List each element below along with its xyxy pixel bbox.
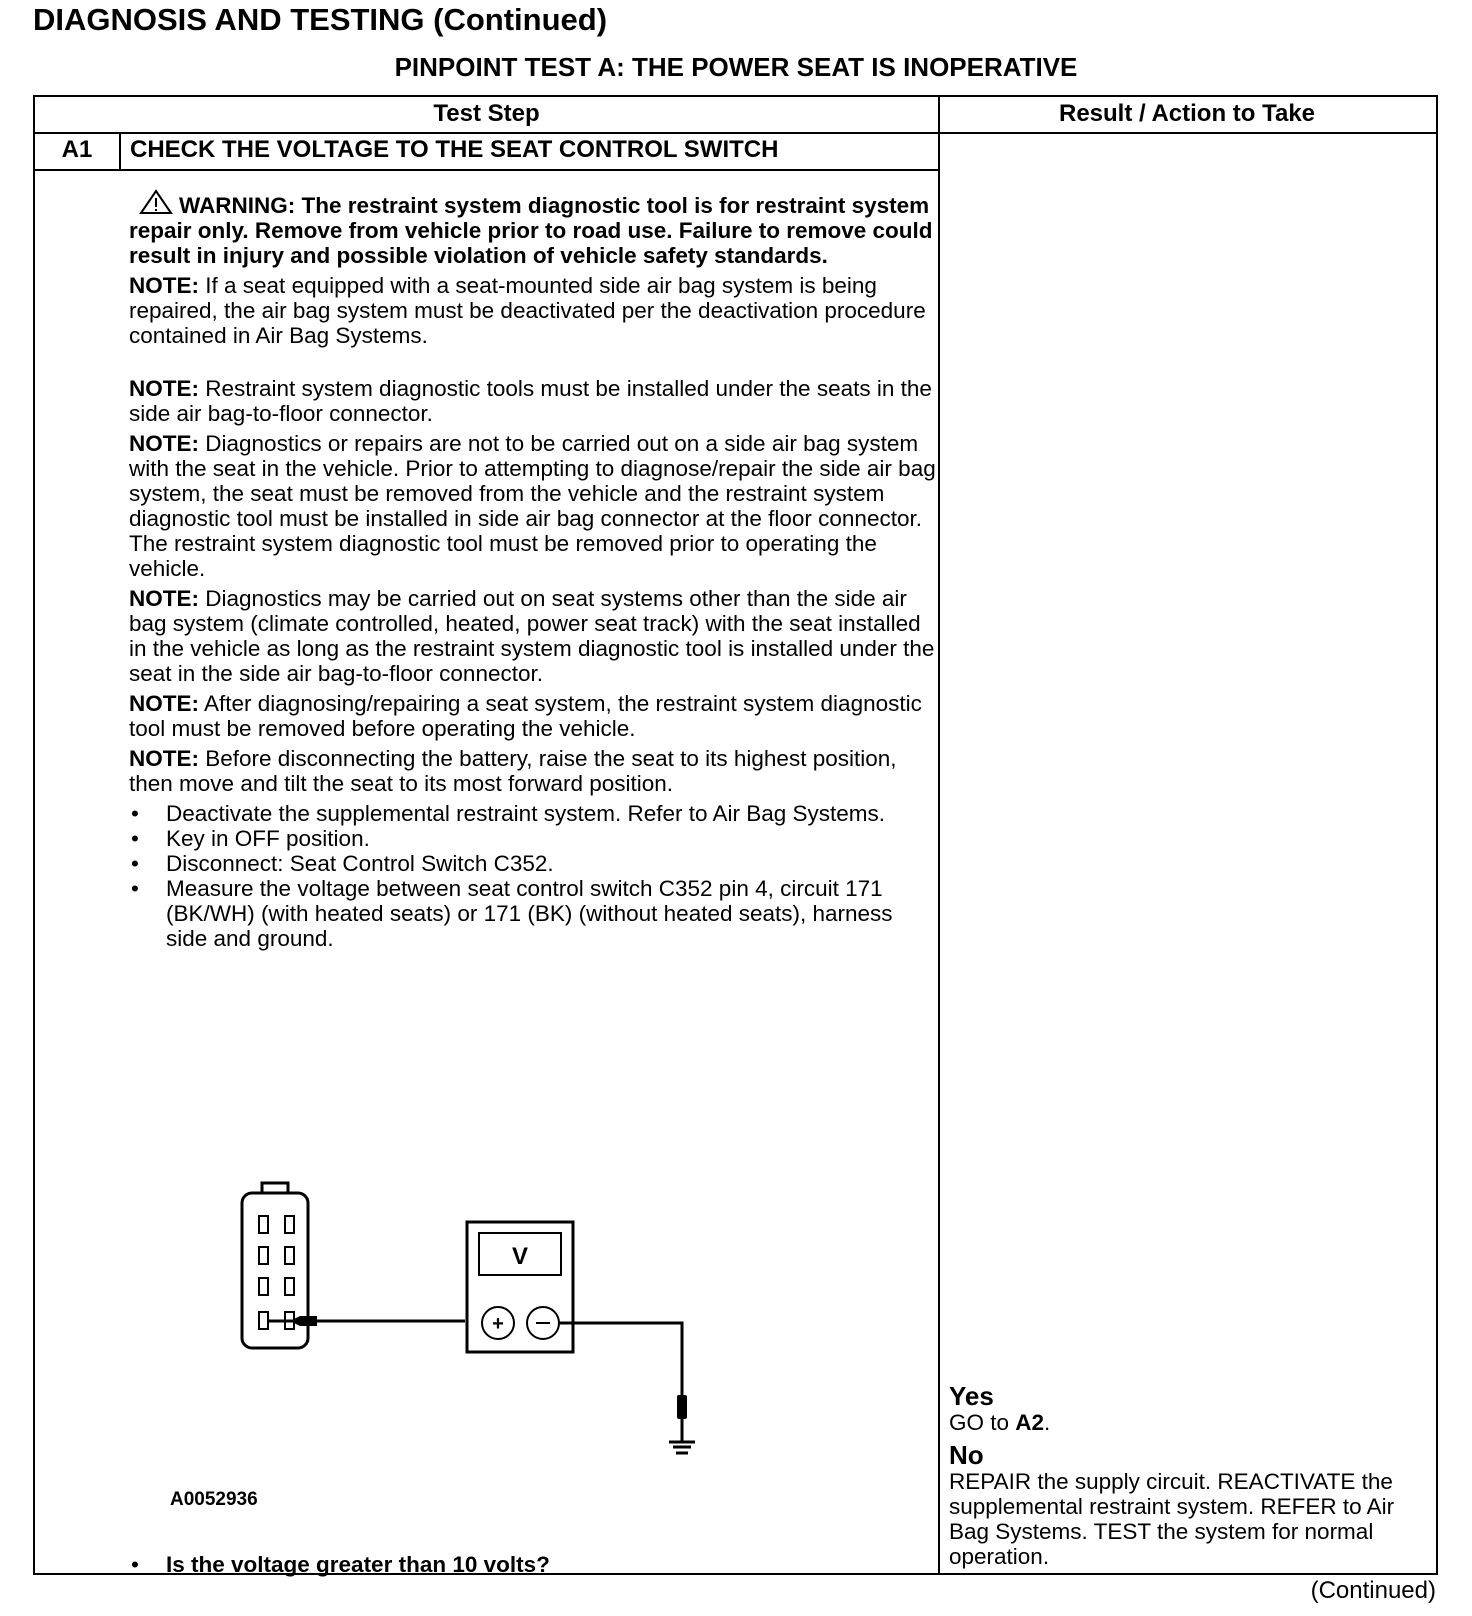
warning: WARNING: The restraint system diagnostic tool is for restraint system repair only. Remove from vehicle prior to road use. Failure to remove could result in injury and possible violation of vehicle safety standards. xyxy=(129,189,939,268)
step-actions xyxy=(129,801,939,951)
voltmeter-diagram xyxy=(215,1177,775,1477)
svg-text:+: + xyxy=(492,1313,504,1335)
ground-icon xyxy=(669,1417,695,1453)
action-item: • Deactivate the supplemental restraint system. Refer to Air Bag Systems. xyxy=(129,801,939,826)
result-no-label: No xyxy=(949,1440,984,1470)
link-a2[interactable]: A2 xyxy=(1015,1410,1045,1435)
step-question: • Is the voltage greater than 10 volts? xyxy=(129,1552,550,1578)
note: NOTE: Before disconnecting the battery, raise the seat to its highest position, then move and tilt the seat to its most forward position. xyxy=(129,746,897,796)
note: NOTE: Diagnostics or repairs are not to be carried out on a side air bag system with the seat in the vehicle. Prior to attempting to diagnose/repair the side air bag system, the seat must be removed from the vehicle and the restraint system diagnostic tool must be installed in side air bag connector at the floor connector. The restraint system diagnostic tool must be removed prior to operating the vehicle. xyxy=(129,431,936,581)
action-item: • Measure the voltage between seat control switch C352 pin 4, circuit 171 (BK/WH) (with heated seats) or 171 (BK) (without heated seats), harness side and ground. xyxy=(129,876,939,951)
step-title: CHECK THE VOLTAGE TO THE SEAT CONTROL SWITCH xyxy=(130,136,779,163)
result-actions xyxy=(949,1382,1429,1569)
note: NOTE: Restraint system diagnostic tools must be installed under the seats in the side air bag-to-floor connector. xyxy=(129,376,932,426)
pinpoint-test-table xyxy=(33,95,1438,1575)
header-result: Result / Action to Take xyxy=(938,97,1436,134)
result-no-text: REPAIR the supply circuit. REACTIVATE the supplemental restraint system. REFER to Air Bag Systems. TEST the system for normal operation. xyxy=(949,1469,1395,1569)
note: NOTE: Diagnostics may be carried out on seat systems other than the side air bag system (climate controlled, heated, power seat track) with the seat installed in the vehicle as long as the restraint system diagnostic tool is installed under the seat in the side air bag-to-floor connector. xyxy=(129,586,935,686)
page-title: DIAGNOSIS AND TESTING (Continued) xyxy=(33,2,608,37)
voltmeter-icon xyxy=(467,1222,573,1352)
meter-label: V xyxy=(511,1243,529,1270)
step-body xyxy=(129,189,939,951)
step-row xyxy=(35,132,938,171)
note: NOTE: After diagnosing/repairing a seat system, the restraint system diagnostic tool must be removed before operating the vehicle. xyxy=(129,691,922,741)
action-item: • Disconnect: Seat Control Switch C352. xyxy=(129,851,939,876)
figure-id: A0052936 xyxy=(170,1489,258,1510)
action-item: • Key in OFF position. xyxy=(129,826,939,851)
result-yes-label: Yes xyxy=(949,1381,994,1411)
continued-label: (Continued) xyxy=(1310,1577,1436,1604)
result-yes-text: GO to A2. xyxy=(949,1410,1051,1435)
warning-triangle-icon xyxy=(139,189,173,215)
step-id: A1 xyxy=(35,132,121,169)
note: NOTE: If a seat equipped with a seat-mounted side air bag system is being repaired, the air bag system must be deactivated per the deactivation procedure contained in Air Bag Systems. xyxy=(129,273,926,348)
header-test-step: Test Step xyxy=(35,97,938,134)
test-title: PINPOINT TEST A: THE POWER SEAT IS INOPERATIVE xyxy=(394,52,1078,82)
probe-icon xyxy=(677,1395,687,1419)
